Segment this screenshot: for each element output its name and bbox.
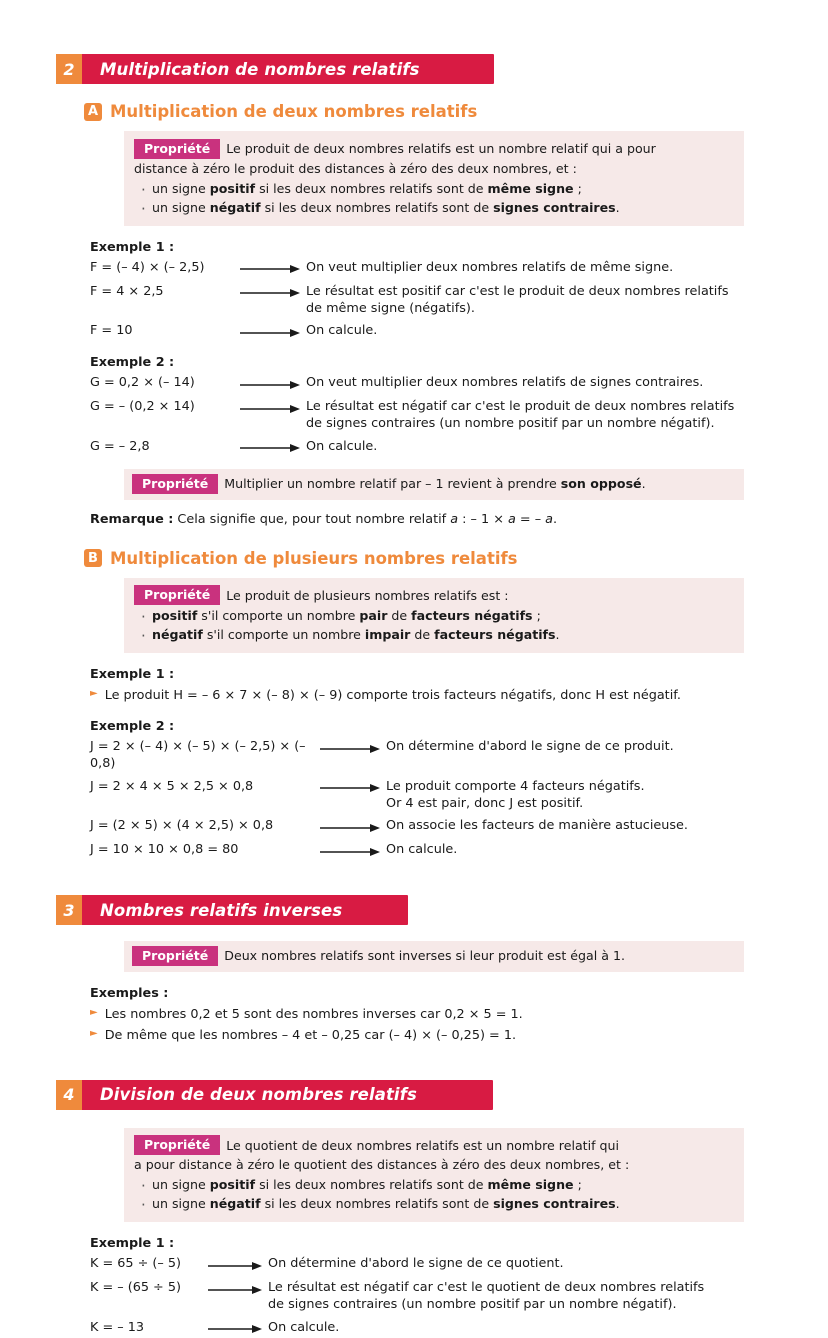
arrow-icon	[320, 841, 386, 860]
example-bullet-list	[90, 1005, 828, 1045]
property-text-line1: Le quotient de deux nombres relatifs est un nombre relatif qui	[226, 1137, 620, 1153]
example-title: Exemple 1 :	[90, 1236, 175, 1252]
example-title: Exemple 1 :	[90, 666, 175, 682]
property-text-line1: Le produit de deux nombres relatifs est un nombre relatif qui a pour	[226, 141, 656, 156]
example-expression: F = 4 × 2,5	[90, 283, 164, 299]
section-header-3	[56, 895, 408, 925]
example-comment: On associe les facteurs de manière astucieuse.	[386, 818, 688, 834]
subsection-title: Multiplication de plusieurs nombres relatifs	[110, 548, 518, 568]
example-rows	[90, 1255, 828, 1338]
property-tag: Propriété	[134, 139, 220, 159]
example-expression: J = 10 × 10 × 0,8 = 80	[90, 842, 239, 858]
property-band-opposite: Propriété Multiplier un nombre relatif par – 1 revient à prendre son opposé.	[124, 469, 744, 500]
list-item-label: Le produit H = – 6 × 7 × (– 8) × (– 9) comporte trois facteurs négatifs, donc H est négatif.	[104, 687, 681, 703]
property-bullet: · un signe positif si les deux nombres relatifs sont de même signe ;	[134, 180, 734, 199]
example-comment-line1: Le produit comporte 4 facteurs négatifs.	[386, 778, 645, 794]
example-comment: On calcule.	[386, 842, 458, 858]
example-expression: G = – (0,2 × 14)	[90, 399, 195, 415]
section-header-4	[56, 1080, 493, 1110]
example-comment: On veut multiplier deux nombres relatifs de même signe.	[306, 259, 674, 275]
property-text-line2: distance à zéro le produit des distances à zéro des deux nombres, et :	[134, 160, 577, 176]
example-expression: G = 0,2 × (– 14)	[90, 375, 195, 391]
remark-label: Remarque :	[90, 511, 174, 527]
example-comment-line1: Le résultat est négatif car c'est le produit de deux nombres relatifs	[306, 399, 735, 415]
property-bullet: · un signe négatif si les deux nombres relatifs sont de signes contraires.	[134, 1195, 734, 1214]
example-row	[90, 738, 828, 773]
example-comment	[386, 778, 828, 813]
example-comment-line1: Le résultat est négatif car c'est le quotient de deux nombres relatifs	[268, 1280, 705, 1296]
example-expression: J = (2 × 5) × (4 × 2,5) × 0,8	[90, 818, 274, 834]
arrow-icon	[320, 738, 386, 757]
list-item-label: De même que les nombres – 4 et – 0,25 car (– 4) × (– 0,25) = 1.	[104, 1028, 517, 1044]
arrow-icon	[320, 817, 386, 836]
property-band-inverses	[124, 941, 744, 972]
property-box-a	[124, 131, 744, 226]
triangle-bullet-icon: ►	[90, 687, 98, 699]
example-expression: F = (– 4) × (– 2,5)	[90, 259, 205, 275]
property-text-line1: Le produit de plusieurs nombres relatifs est :	[226, 587, 509, 603]
arrow-icon	[240, 283, 306, 302]
remark: Remarque : Cela signifie que, pour tout nombre relatif a : – 1 × a = – a.	[90, 511, 558, 527]
section-number: 3	[56, 895, 82, 925]
property-text: Deux nombres relatifs sont inverses si leur produit est égal à 1.	[224, 948, 625, 964]
subsection-a	[84, 102, 828, 121]
triangle-bullet-icon: ►	[90, 1028, 98, 1040]
example-row	[90, 841, 828, 860]
example-comment-line2: de signes contraires (un nombre positif par un nombre négatif).	[306, 416, 715, 432]
arrow-icon	[208, 1255, 268, 1274]
arrow-icon	[240, 374, 306, 393]
example-title: Exemple 1 :	[90, 239, 175, 255]
example-comment-line2: de signes contraires (un nombre positif par un nombre négatif).	[268, 1297, 677, 1313]
example-rows	[90, 259, 828, 342]
example-expression: K = – (65 ÷ 5)	[90, 1280, 181, 1296]
section-number: 2	[56, 54, 82, 84]
example-row	[90, 322, 828, 341]
example-comment-line2: Or 4 est pair, donc J est positif.	[386, 795, 584, 811]
property-tag: Propriété	[132, 474, 218, 494]
arrow-icon	[240, 438, 306, 457]
example-row	[90, 398, 828, 433]
example-comment: On calcule.	[306, 323, 378, 339]
example-row	[90, 778, 828, 813]
example-row	[90, 283, 828, 318]
example-expression: K = – 13	[90, 1319, 144, 1335]
arrow-icon	[240, 398, 306, 417]
list-item	[90, 1026, 828, 1045]
subsection-letter: B	[84, 549, 102, 567]
example-comment: On calcule.	[268, 1319, 340, 1335]
property-box-division	[124, 1128, 744, 1223]
example-comment-line2: de même signe (négatifs).	[306, 300, 475, 316]
property-bullets-a	[134, 180, 734, 218]
triangle-bullet-icon: ►	[90, 1007, 98, 1019]
example-expression: K = 65 ÷ (– 5)	[90, 1256, 181, 1272]
example-comment: On détermine d'abord le signe de ce produit.	[386, 739, 674, 755]
example-title: Exemple 2 :	[90, 355, 175, 371]
arrow-icon	[208, 1279, 268, 1298]
example-row	[90, 438, 828, 457]
property-bullet: · un signe négatif si les deux nombres relatifs sont de signes contraires.	[134, 199, 734, 218]
property-tag: Propriété	[134, 585, 220, 605]
arrow-icon	[208, 1319, 268, 1338]
example-expression: G = – 2,8	[90, 438, 150, 454]
example-comment: On détermine d'abord le signe de ce quotient.	[268, 1256, 564, 1272]
property-bullet: · négatif s'il comporte un nombre impair de facteurs négatifs.	[134, 626, 734, 645]
property-text-line2: a pour distance à zéro le quotient des distances à zéro des deux nombres, et :	[134, 1157, 630, 1172]
example-title: Exemples :	[90, 986, 169, 1002]
property-bullet: · un signe positif si les deux nombres relatifs sont de même signe ;	[134, 1176, 734, 1195]
example-row	[90, 374, 828, 393]
subsection-title: Multiplication de deux nombres relatifs	[110, 102, 478, 121]
example-row	[90, 1279, 828, 1314]
example-comment-line1: Le résultat est positif car c'est le produit de deux nombres relatifs	[306, 283, 729, 299]
property-bullets-b	[134, 607, 734, 645]
example-comment: On calcule.	[306, 438, 378, 454]
example-rows	[90, 738, 828, 860]
example-bullet-list	[90, 686, 828, 705]
property-bullet: · positif s'il comporte un nombre pair de facteurs négatifs ;	[134, 607, 734, 626]
example-comment	[306, 283, 828, 318]
example-expression: F = 10	[90, 323, 133, 339]
example-row	[90, 1255, 828, 1274]
section-title: Division de deux nombres relatifs	[100, 1085, 417, 1104]
property-tag: Propriété	[134, 1135, 220, 1155]
example-rows	[90, 374, 828, 457]
arrow-icon	[240, 259, 306, 278]
subsection-b	[84, 549, 828, 568]
example-comment	[268, 1279, 828, 1314]
example-title: Exemple 2 :	[90, 719, 175, 735]
example-row	[90, 1319, 828, 1338]
section-title: Multiplication de nombres relatifs	[100, 59, 420, 79]
arrow-icon	[320, 778, 386, 797]
arrow-icon	[240, 322, 306, 341]
example-comment	[306, 398, 828, 433]
section-header-2	[56, 54, 494, 84]
example-expression: J = 2 × 4 × 5 × 2,5 × 0,8	[90, 778, 254, 794]
section-number: 4	[56, 1080, 82, 1110]
example-row	[90, 259, 828, 278]
list-item-label: Les nombres 0,2 et 5 sont des nombres inverses car 0,2 × 5 = 1.	[104, 1007, 523, 1023]
example-row	[90, 817, 828, 836]
property-box-b	[124, 578, 744, 653]
example-expression: J = 2 × (– 4) × (– 5) × (– 2,5) × (– 0,8)	[90, 739, 306, 772]
property-tag: Propriété	[132, 946, 218, 966]
example-comment: On veut multiplier deux nombres relatifs de signes contraires.	[306, 375, 704, 391]
section-title: Nombres relatifs inverses	[100, 900, 343, 920]
list-item	[90, 1005, 828, 1024]
list-item	[90, 686, 828, 705]
subsection-letter: A	[84, 103, 102, 121]
property-bullets-division	[134, 1176, 734, 1214]
